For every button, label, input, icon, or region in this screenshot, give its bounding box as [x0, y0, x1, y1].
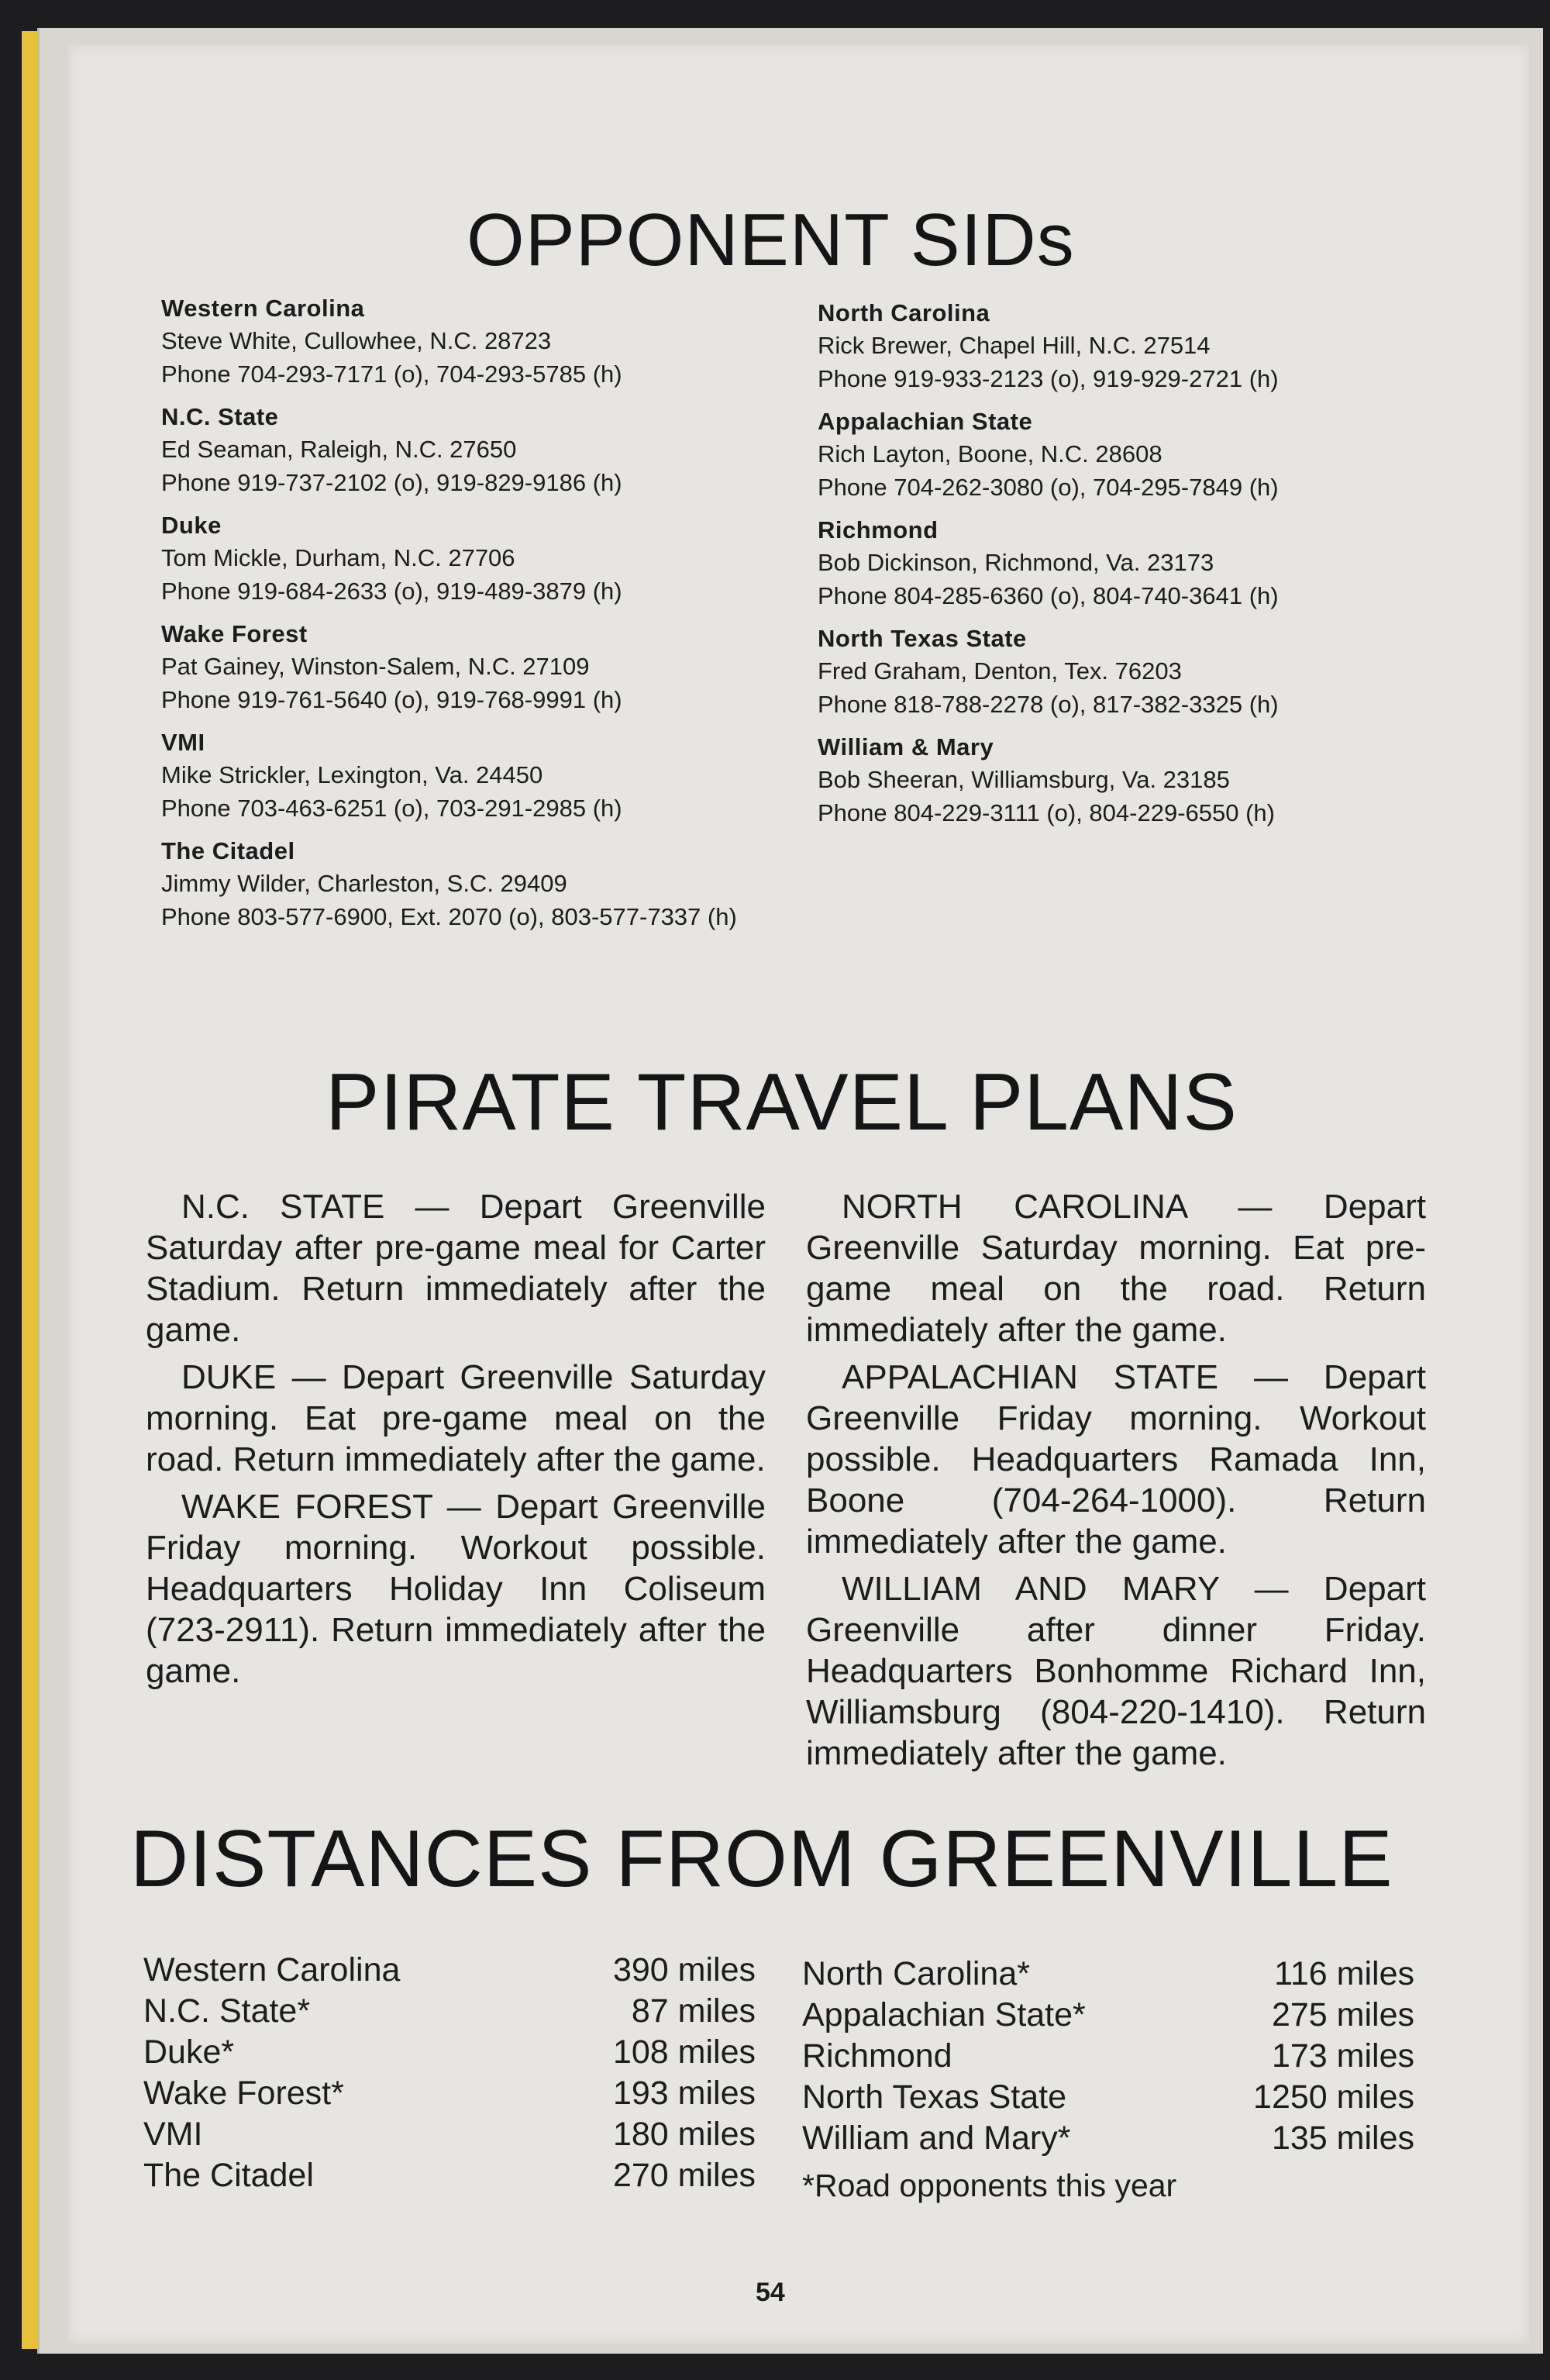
sid-entry — [818, 298, 1438, 395]
distance-row — [143, 2114, 756, 2155]
distance-row — [802, 2077, 1414, 2118]
sid-phone: Phone 703-463-6251 (o), 703-291-2985 (h) — [161, 795, 622, 822]
travel-paragraph: DUKE — Depart Greenville Saturday morning. Eat pre-game meal on the road. Return immediately after the game. — [146, 1358, 766, 1478]
page-number: 54 — [756, 2278, 785, 2307]
distance-miles: 270 miles — [612, 2157, 756, 2194]
distance-row — [802, 1995, 1414, 2036]
sid-school: North Texas State — [818, 625, 1027, 652]
distance-place: Duke* — [143, 2033, 235, 2071]
sid-contact: Ed Seaman, Raleigh, N.C. 27650 — [161, 436, 517, 463]
sid-school: North Carolina — [818, 299, 990, 326]
road-opponents-note: *Road opponents this year — [802, 2168, 1177, 2203]
distance-place: Appalachian State* — [802, 1996, 1086, 2033]
distance-place: North Carolina* — [802, 1955, 1030, 1992]
travel-plans-title: PIRATE TRAVEL PLANS — [326, 1057, 1238, 1147]
distance-miles: 173 miles — [1271, 2037, 1414, 2075]
sid-phone: Phone 919-737-2102 (o), 919-829-9186 (h) — [161, 469, 622, 496]
distances-title: DISTANCES FROM GREENVILLE — [130, 1814, 1393, 1904]
sid-contact: Bob Dickinson, Richmond, Va. 23173 — [818, 549, 1214, 576]
distance-place: VMI — [143, 2116, 203, 2153]
sid-phone: Phone 704-293-7171 (o), 704-293-5785 (h) — [161, 360, 622, 388]
travel-paragraph: WAKE FOREST — Depart Greenville Friday morning. Workout possible. Headquarters Holiday Inn Coliseum (723-2911). Return immediately after the game. — [146, 1488, 766, 1690]
distance-row — [143, 1991, 756, 2032]
sid-school: Western Carolina — [161, 295, 365, 322]
sid-school: The Citadel — [161, 837, 295, 864]
travel-paragraph: N.C. STATE — Depart Greenville Saturday after pre-game meal for Carter Stadium. Return immediately after the game. — [146, 1188, 766, 1349]
sid-contact: Steve White, Cullowhee, N.C. 28723 — [161, 327, 552, 354]
distance-place: The Citadel — [143, 2157, 314, 2194]
distances-right-column — [802, 1954, 1414, 2209]
sid-entry — [161, 510, 781, 608]
sid-school: N.C. State — [161, 403, 279, 430]
sid-contact: Jimmy Wilder, Charleston, S.C. 29409 — [161, 870, 567, 897]
sid-entry — [818, 406, 1438, 504]
distance-row — [143, 2073, 756, 2114]
sid-school: Richmond — [818, 516, 939, 543]
distance-miles: 87 miles — [631, 1992, 756, 2030]
sid-phone: Phone 704-262-3080 (o), 704-295-7849 (h) — [818, 474, 1279, 501]
sid-entry — [161, 293, 781, 391]
distance-miles: 135 miles — [1271, 2120, 1414, 2157]
sids-left-column — [161, 293, 781, 944]
distance-miles: 108 miles — [612, 2033, 756, 2071]
distance-miles: 180 miles — [612, 2116, 756, 2153]
sid-phone: Phone 818-788-2278 (o), 817-382-3325 (h) — [818, 691, 1279, 718]
distance-miles: 1250 miles — [1253, 2078, 1414, 2116]
distance-place: Richmond — [802, 2037, 952, 2075]
distance-place: Western Carolina — [143, 1951, 401, 1989]
distance-place: William and Mary* — [802, 2120, 1071, 2157]
sid-contact: Bob Sheeran, Williamsburg, Va. 23185 — [818, 766, 1230, 793]
distance-miles: 275 miles — [1271, 1996, 1414, 2033]
sid-school: Duke — [161, 512, 222, 539]
sid-contact: Rich Layton, Boone, N.C. 28608 — [818, 440, 1162, 467]
sids-right-column — [818, 298, 1438, 840]
sid-contact: Fred Graham, Denton, Tex. 76203 — [818, 657, 1182, 685]
sid-school: Wake Forest — [161, 620, 308, 647]
sid-entry — [161, 836, 781, 933]
distance-miles: 390 miles — [612, 1951, 756, 1989]
sid-contact: Tom Mickle, Durham, N.C. 27706 — [161, 544, 515, 571]
sid-entry — [161, 402, 781, 499]
travel-paragraph: APPALACHIAN STATE — Depart Greenville Friday morning. Workout possible. Headquarters Ramada Inn, Boone (704-264-1000). Return immediately after the game. — [806, 1358, 1426, 1561]
book-edge — [22, 31, 37, 2349]
distance-row — [143, 2155, 756, 2196]
distance-miles: 193 miles — [612, 2075, 756, 2112]
sid-entry — [161, 619, 781, 716]
sid-school: Appalachian State — [818, 408, 1033, 435]
distance-place: Wake Forest* — [143, 2075, 344, 2112]
sid-school: William & Mary — [818, 733, 994, 761]
distances-left-column — [143, 1950, 756, 2196]
sid-phone: Phone 804-285-6360 (o), 804-740-3641 (h) — [818, 582, 1279, 609]
sid-entry — [818, 732, 1438, 830]
distance-row — [802, 2036, 1414, 2077]
sid-contact: Pat Gainey, Winston-Salem, N.C. 27109 — [161, 653, 590, 680]
distance-place: North Texas State — [802, 2078, 1066, 2116]
sid-contact: Mike Strickler, Lexington, Va. 24450 — [161, 761, 543, 788]
distance-row — [143, 1950, 756, 1991]
distance-row — [802, 1954, 1414, 1995]
opponent-sids-title: OPPONENT SIDs — [467, 198, 1075, 281]
sid-contact: Rick Brewer, Chapel Hill, N.C. 27514 — [818, 332, 1211, 359]
sid-phone: Phone 804-229-3111 (o), 804-229-6550 (h) — [818, 799, 1275, 826]
sid-school: VMI — [161, 729, 205, 756]
sid-entry — [818, 623, 1438, 721]
distance-row — [802, 2118, 1414, 2159]
sid-phone: Phone 919-761-5640 (o), 919-768-9991 (h) — [161, 686, 622, 713]
travel-left-column — [146, 1186, 766, 1698]
sid-entry — [818, 515, 1438, 612]
sid-phone: Phone 803-577-6900, Ext. 2070 (o), 803-577-7337 (h) — [161, 903, 737, 930]
distance-row — [143, 2032, 756, 2073]
travel-paragraph: NORTH CAROLINA — Depart Greenville Saturday morning. Eat pre-game meal on the road. Return immediately after the game. — [806, 1188, 1426, 1349]
sid-entry — [161, 727, 781, 825]
sid-phone: Phone 919-684-2633 (o), 919-489-3879 (h) — [161, 578, 622, 605]
travel-right-column — [806, 1186, 1426, 1780]
distance-miles: 116 miles — [1274, 1955, 1414, 1992]
sid-phone: Phone 919-933-2123 (o), 919-929-2721 (h) — [818, 365, 1279, 392]
travel-paragraph: WILLIAM AND MARY — Depart Greenville after dinner Friday. Headquarters Bonhomme Richard Inn, Williamsburg (804-220-1410). Return immediately after the game. — [806, 1570, 1426, 1772]
distance-place: N.C. State* — [143, 1992, 311, 2030]
